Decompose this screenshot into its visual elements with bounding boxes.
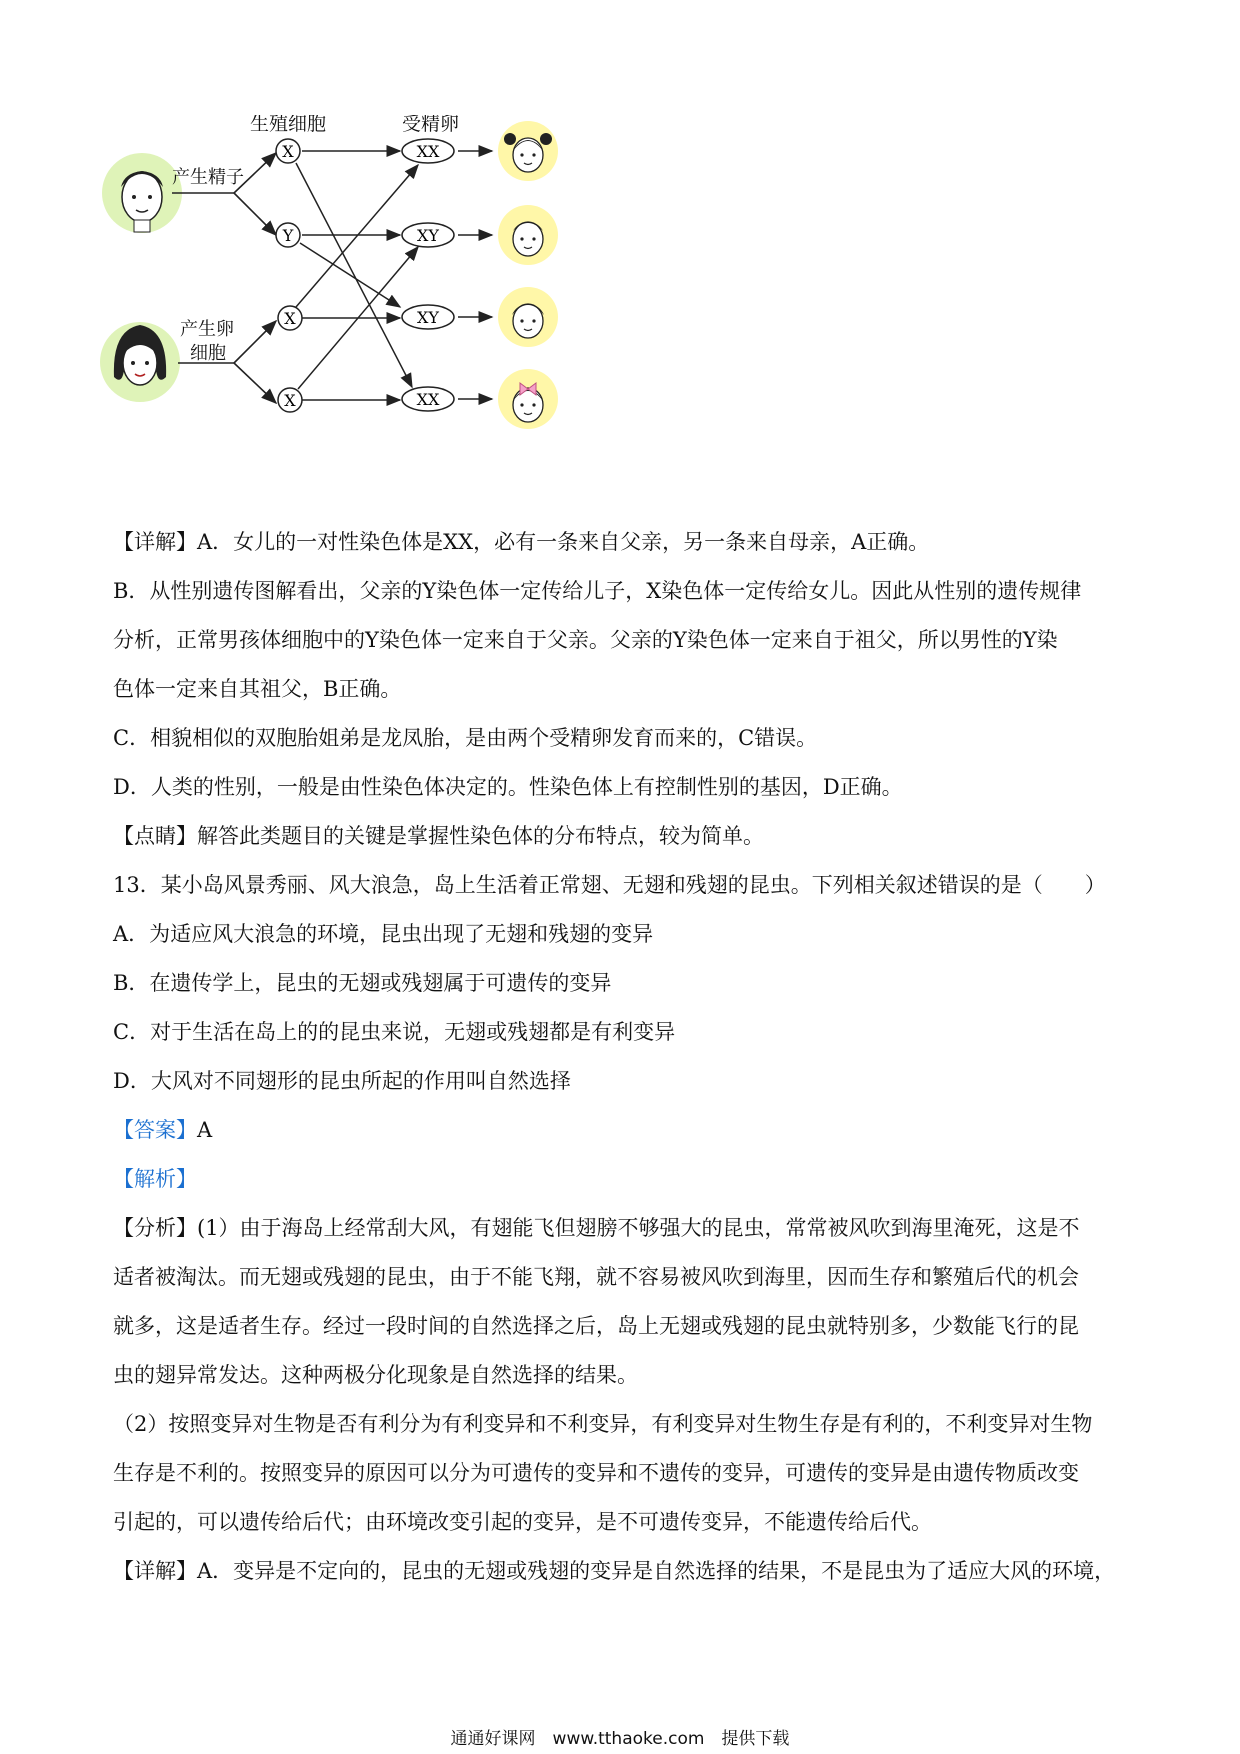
answer-value: A [197,1118,213,1142]
girl-face-icon [498,121,558,181]
sex-inheritance-diagram [100,115,660,495]
option-c: C．对于生活在岛上的的昆虫来说，无翅或残翅都是有利变异 [113,1020,676,1044]
analysis-line-6: 生存是不利的。按照变异的原因可以分为可遗传的变异和不遗传的变异，可遗传的变异是由遗传物质改变 [113,1461,1079,1485]
explanation-block [113,518,1133,1596]
detail-line-c: C．相貌相似的双胞胎姐弟是龙凤胎，是由两个受精卵发育而来的，C错误。 [113,726,818,750]
girl-face-icon-2 [498,369,558,429]
produce-egg-label-2: 细胞 [190,343,226,364]
question-13: 13．某小岛风景秀丽、风大浪急，岛上生活着正常翅、无翅和残翅的昆虫。下列相关叙述错误的是（ ） [113,873,1106,897]
svg-text:XX: XX [416,390,440,409]
produce-sperm-label: 产生精子 [172,167,244,188]
analysis-line-1: 【分析】(1）由于海岛上经常刮大风，有翅能飞但翅膀不够强大的昆虫，常常被风吹到海里淹死，这是不 [113,1216,1080,1240]
key-point-line: 【点睛】解答此类题目的关键是掌握性染色体的分布特点，较为简单。 [113,824,764,848]
detail-line-b2: 分析，正常男孩体细胞中的Y染色体一定来自于父亲。父亲的Y染色体一定来自于祖父，所以男性的Y染 [113,628,1058,652]
answer-line [113,1106,1133,1155]
analysis-line-5: （2）按照变异对生物是否有利分为有利变异和不利变异，有利变异对生物生存是有利的，不利变异对生物 [113,1412,1093,1436]
zygote-xy-1 [402,223,454,247]
detail-line-d: D．人类的性别，一般是由性染色体决定的。性染色体上有控制性别的基因，D正确。 [113,775,903,799]
svg-text:X: X [284,391,296,410]
option-d: D．大风对不同翅形的昆虫所起的作用叫自然选择 [113,1069,571,1093]
svg-text:XY: XY [417,226,439,245]
option-a: A．为适应风大浪急的环境，昆虫出现了无翅和残翅的变异 [113,922,654,946]
zygote-xy-2 [402,305,454,329]
answer-tag: 【答案】 [113,1118,197,1142]
detail-line-b1: B．从性别遗传图解看出，父亲的Y染色体一定传给儿子，X染色体一定传给女儿。因此从性别的遗传规律 [113,579,1082,603]
germ-cell-header: 生殖细胞 [250,115,327,135]
detail-line-a: 【详解】A．女儿的一对性染色体是XX，必有一条来自父亲，另一条来自母亲，A正确。 [113,530,930,554]
svg-text:Y: Y [282,226,294,245]
zygote-xx-1 [402,139,454,163]
father-face-icon [102,153,182,233]
page-footer: 通通好课网 www.tthaoke.com 提供下载 [450,1729,790,1749]
svg-text:XX: XX [416,142,440,161]
analysis-line-2: 适者被淘汰。而无翅或残翅的昆虫，由于不能飞翔，就不容易被风吹到海里，因而生存和繁殖后代的机会 [113,1265,1079,1289]
sperm-x-cell [276,139,300,163]
svg-text:X: X [284,309,296,328]
analysis-line-3: 就多，这是适者生存。经过一段时间的自然选择之后，岛上无翅或残翅的昆虫就特别多，少数能飞行的昆 [113,1314,1079,1338]
option-b: B．在遗传学上，昆虫的无翅或残翅属于可遗传的变异 [113,971,612,995]
analysis-line-4: 虫的翅异常发达。这种两极分化现象是自然选择的结果。 [113,1363,638,1387]
boy-face-icon-2 [498,287,558,347]
zygote-xx-2 [402,387,454,411]
svg-text:XY: XY [417,308,439,327]
egg-x-cell-1 [278,306,302,330]
mother-face-icon [100,322,180,402]
zygote-header: 受精卵 [402,115,460,135]
detail-line-b3: 色体一定来自其祖父，B正确。 [113,677,402,701]
detail-line-13a: 【详解】A．变异是不定向的，昆虫的无翅或残翅的变异是自然选择的结果，不是昆虫为了适应大风的环境， [113,1559,1116,1583]
analysis-tag: 【解析】 [113,1167,197,1191]
produce-egg-label-1: 产生卵 [180,319,234,340]
svg-text:X: X [282,142,294,161]
sperm-y-cell [276,223,300,247]
analysis-line-7: 引起的，可以遗传给后代；由环境改变引起的变异，是不可遗传变异，不能遗传给后代。 [113,1510,932,1534]
boy-face-icon [498,205,558,265]
egg-x-cell-2 [278,388,302,412]
